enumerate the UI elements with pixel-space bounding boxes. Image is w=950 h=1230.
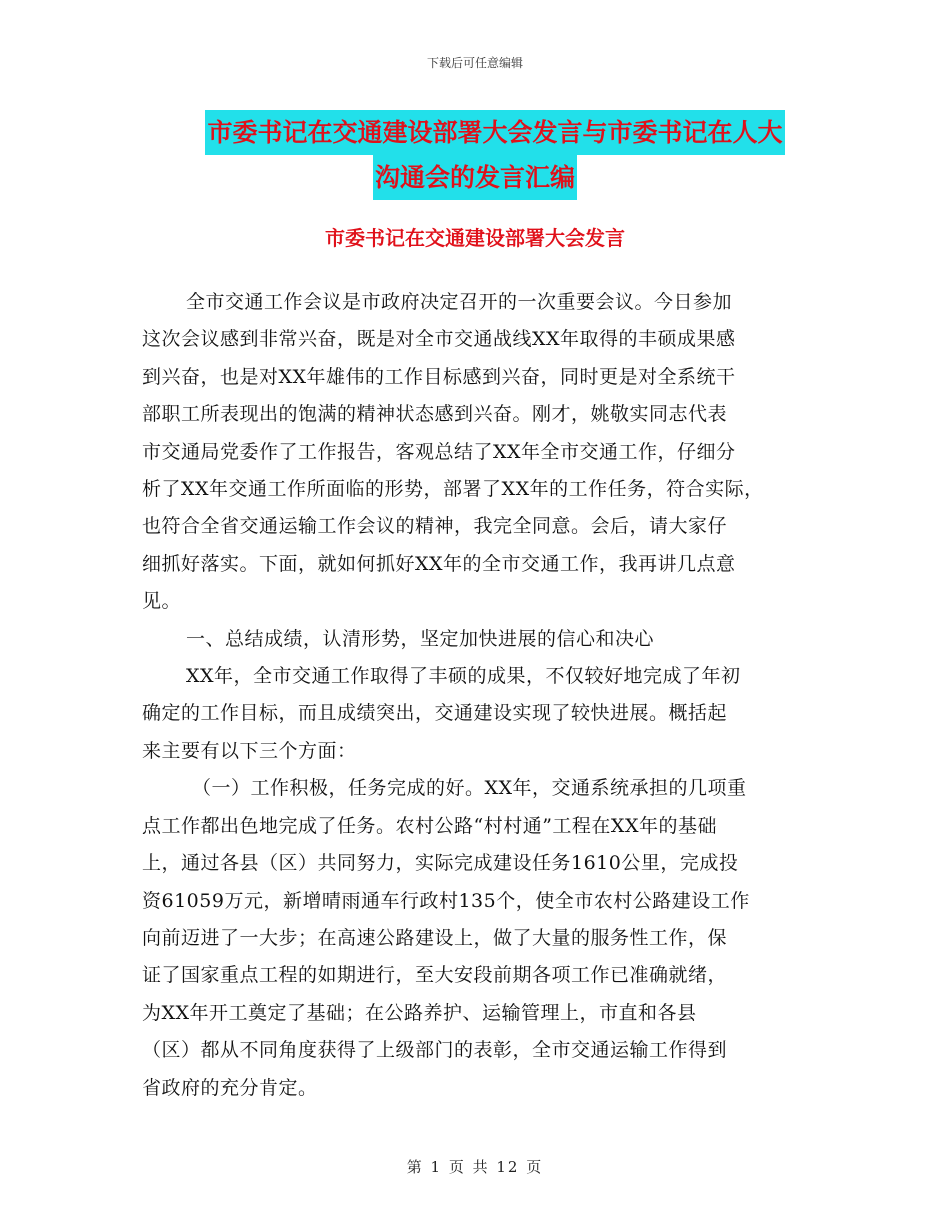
document-body [142, 284, 822, 1107]
paragraph-line: 确定的工作目标，而且成绩突出，交通建设实现了较快进展。概括起 [142, 702, 728, 725]
paragraph-line: 这次会议感到非常兴奋，既是对全市交通战线XX年取得的丰硕成果感 [142, 328, 736, 351]
document-title-line-2: 沟通会的发言汇编 [373, 155, 577, 200]
paragraph-line: 点工作都出色地完成了任务。农村公路“村村通”工程在XX年的基础 [142, 814, 717, 837]
paragraph-line: 向前迈进了一大步；在高速公路建设上，做了大量的服务性工作，保 [142, 926, 728, 949]
paragraph-line: （一）工作积极，任务完成的好。XX年，交通系统承担的几项重 [192, 777, 747, 800]
paragraph-line: 也符合全省交通运输工作会议的精神，我完全同意。会后，请大家仔 [142, 515, 728, 538]
document-title-line-1: 市委书记在交通建设部署大会发言与市委书记在人大 [205, 110, 784, 155]
paragraph-line: 细抓好落实。下面，就如何抓好XX年的全市交通工作，我再讲几点意 [142, 552, 736, 575]
paragraph-line: 全市交通工作会议是市政府决定召开的一次重要会议。今日参加 [186, 291, 733, 313]
header-note: 下载后可任意编辑 [426, 56, 523, 70]
paragraph-line: 来主要有以下三个方面： [142, 739, 357, 762]
section-heading: 一、总结成绩，认清形势，坚定加快进展的信心和决心 [186, 627, 655, 650]
paragraph-line: 资61059万元，新增晴雨通车行政村135个，使全市农村公路建设工作 [142, 889, 750, 912]
section-title: 市委书记在交通建设部署大会发言 [325, 226, 625, 250]
paragraph-line: 证了国家重点工程的如期进行，至大安段前期各项工作已准确就绪， [142, 964, 728, 987]
paragraph-line: XX年，全市交通工作取得了丰硕的成果，不仅较好地完成了年初 [186, 665, 741, 688]
paragraph-line: 到兴奋，也是对XX年雄伟的工作目标感到兴奋，同时更是对全系统干 [142, 365, 736, 388]
paragraph-line: 为XX年开工奠定了基础；在公路养护、运输管理上，市直和各县 [142, 1001, 697, 1024]
paragraph-line: 部职工所表现出的饱满的精神状态感到兴奋。刚才，姚敬实同志代表 [142, 403, 728, 426]
document-title [0, 110, 950, 200]
paragraph-line: 见。 [142, 590, 182, 613]
paragraph-line: 析了XX年交通工作所面临的形势，部署了XX年的工作任务，符合实际， [142, 478, 764, 501]
paragraph-line: 上，通过各县（区）共同努力，实际完成建设任务1610公里，完成投 [142, 852, 739, 875]
paragraph-line: 市交通局党委作了工作报告，客观总结了XX年全市交通工作，仔细分 [142, 440, 736, 463]
paragraph-line: 省政府的充分肯定。 [142, 1076, 318, 1099]
page-number: 第 1 页 共 12 页 [406, 1158, 544, 1176]
paragraph-line: （区）都从不同角度获得了上级部门的表彰，全市交通运输工作得到 [142, 1039, 728, 1062]
